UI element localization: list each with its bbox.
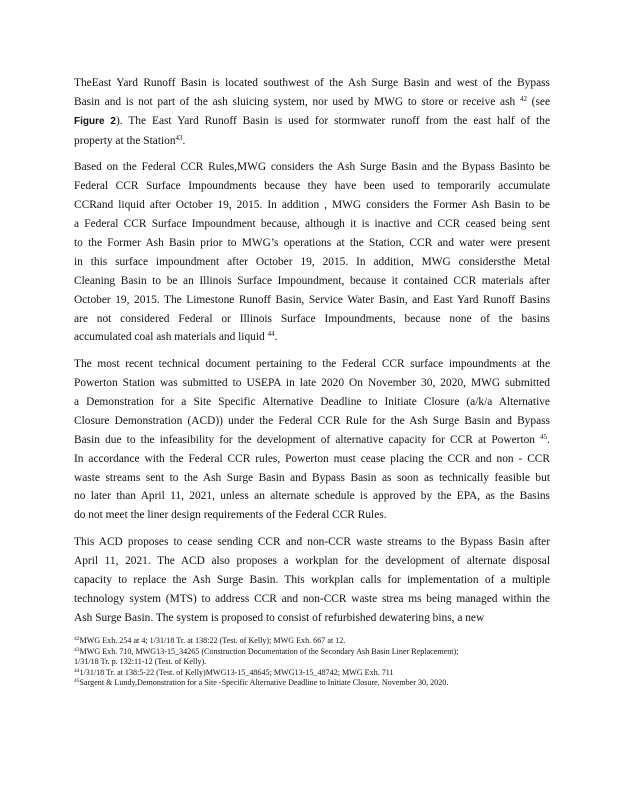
footnote-ref-44: 44 <box>267 330 275 339</box>
paragraph-federal-ccr-rules <box>74 158 550 347</box>
text-line: a Demonstration for a Site Specific Alternative Deadline to Initiate Closure (a/k/a Alternative <box>74 395 550 408</box>
text-line: This ACD proposes to cease sending CCR and non-CCR waste streams to the Bypass Basin after <box>74 535 550 548</box>
text-line: a Federal CCR Surface Impoundment because, although it is inactive and CCR ceased being sent <box>74 218 550 231</box>
text-line: TheEast Yard Runoff Basin is located southwest of the Ash Surge Basin and west of the Bypass <box>74 77 550 89</box>
footnote-ref-42: 42 <box>519 94 527 103</box>
text-line: waste streams sent to the Ash Surge Basin and Bypass Basin as soon as technically feasible but <box>74 471 550 484</box>
footnote-42: $^{42}$MWG Exh. 254 at 4; 1/31/18 Tr. at 138:22 (Test. of Kelly); MWG Exh. 667 at 12. <box>74 636 346 645</box>
text-line: technology system (MTS) to address CCR and non-CCR waste strea ms being managed within the <box>74 592 550 605</box>
footnote-43: $^{43}$MWG Exh. 710, MWG13-15_34265 (Construction Documentation of the Secondary Ash Basin Liner Replacement); <box>74 646 459 656</box>
text-line: Based on the Federal CCR Rules,MWG considers the Ash Surge Basin and the Bypass Basinto be <box>74 161 550 174</box>
text-line: do not meet the liner design requirements of the Federal CCR Rules. <box>74 509 387 522</box>
text-line: Federal CCR Surface Impoundments because they have been used to temporarily accumulate <box>74 180 550 193</box>
footnote-ref-45: 45 <box>540 432 548 441</box>
text-line: Basin and is not part of the ash sluicing system, nor used by MWG to store or receive ash $^{42}$ (see <box>74 94 550 108</box>
text-line: April 11, 2021. The ACD also proposes a workplan for the development of alternate disposal <box>74 554 550 567</box>
figure-reference: Figure 2 <box>74 115 116 127</box>
text-line: capacity to replace the Ash Surge Basin. This workplan calls for implementation of a multiple <box>74 573 550 586</box>
text-line: property at the Station$^{43}$. <box>74 133 186 147</box>
body-text <box>74 74 550 635</box>
footnote-ref-43: 43 <box>175 133 183 142</box>
footnote-44: $^{44}$1/31/18 Tr. at 138:5-22 (Test. of Kelly)MWG13-15_48645; MWG13-15_48742; MWG Exh. 711 <box>74 667 394 677</box>
text-line: Closure Demonstration (ACD)) under the Federal CCR Rule for the Ash Surge Basin and Bypass <box>74 414 550 427</box>
text-line: The most recent technical document pertaining to the Federal CCR surface impoundments at the <box>74 358 550 371</box>
text-line: in this surface impoundment after October 19, 2015. In addition, MWG considersthe Metal <box>74 255 550 268</box>
text-line: Powerton Station was submitted to USEPA in late 2020 On November 30, 2020, MWG submitted <box>74 376 550 389</box>
text-line: Basin due to the infeasibility for the development of alternative capacity for CCR at Powerton $^{45}$. <box>74 432 550 446</box>
footnote-43-continued: 1/31/18 Tr. p. 132:11-12 (Test. of Kelly). <box>74 657 207 667</box>
text-line: are not considered Federal or Illinois Surface Impoundments, because none of the basins <box>74 312 550 325</box>
text-line: Ash Surge Basin. The system is proposed to consist of refurbished dewatering bins, a new <box>74 611 485 624</box>
footnote-45: $^{45}$Sargent & Lundy,Demonstration for a Site -Specific Alternative Deadline to Initiate Closure, November 30, 2020. <box>74 678 449 688</box>
footnotes <box>74 636 550 689</box>
text-line: CCRand liquid after October 19, 2015. In addition , MWG considers the Former Ash Basin to be <box>74 199 550 212</box>
text-line: October 19, 2015. The Limestone Runoff Basin, Service Water Basin, and East Yard Runoff Basins <box>74 293 550 306</box>
text-line: Figure 2). The East Yard Runoff Basin is used for stormwater runoff from the east half of the <box>74 114 550 127</box>
paragraph-acd-proposal <box>74 533 550 628</box>
paragraph-east-yard-runoff <box>74 74 550 151</box>
text-line: Cleaning Basin to be an Illinois Surface Impoundment, because it contained CCR materials after <box>74 274 550 287</box>
text-line: In accordance with the Federal CCR rules, Powerton must cease placing the CCR and non - CCR <box>74 452 550 465</box>
text-line: accumulated coal ash materials and liquid $^{44}$. <box>74 330 278 344</box>
paragraph-technical-document <box>74 355 550 525</box>
text-line: no later than April 11, 2021, unless an alternate schedule is approved by the EPA, as the Basins <box>74 490 550 503</box>
text-line: to the Former Ash Basin prior to MWG’s operations at the Station, CCR and water were present <box>74 236 550 249</box>
